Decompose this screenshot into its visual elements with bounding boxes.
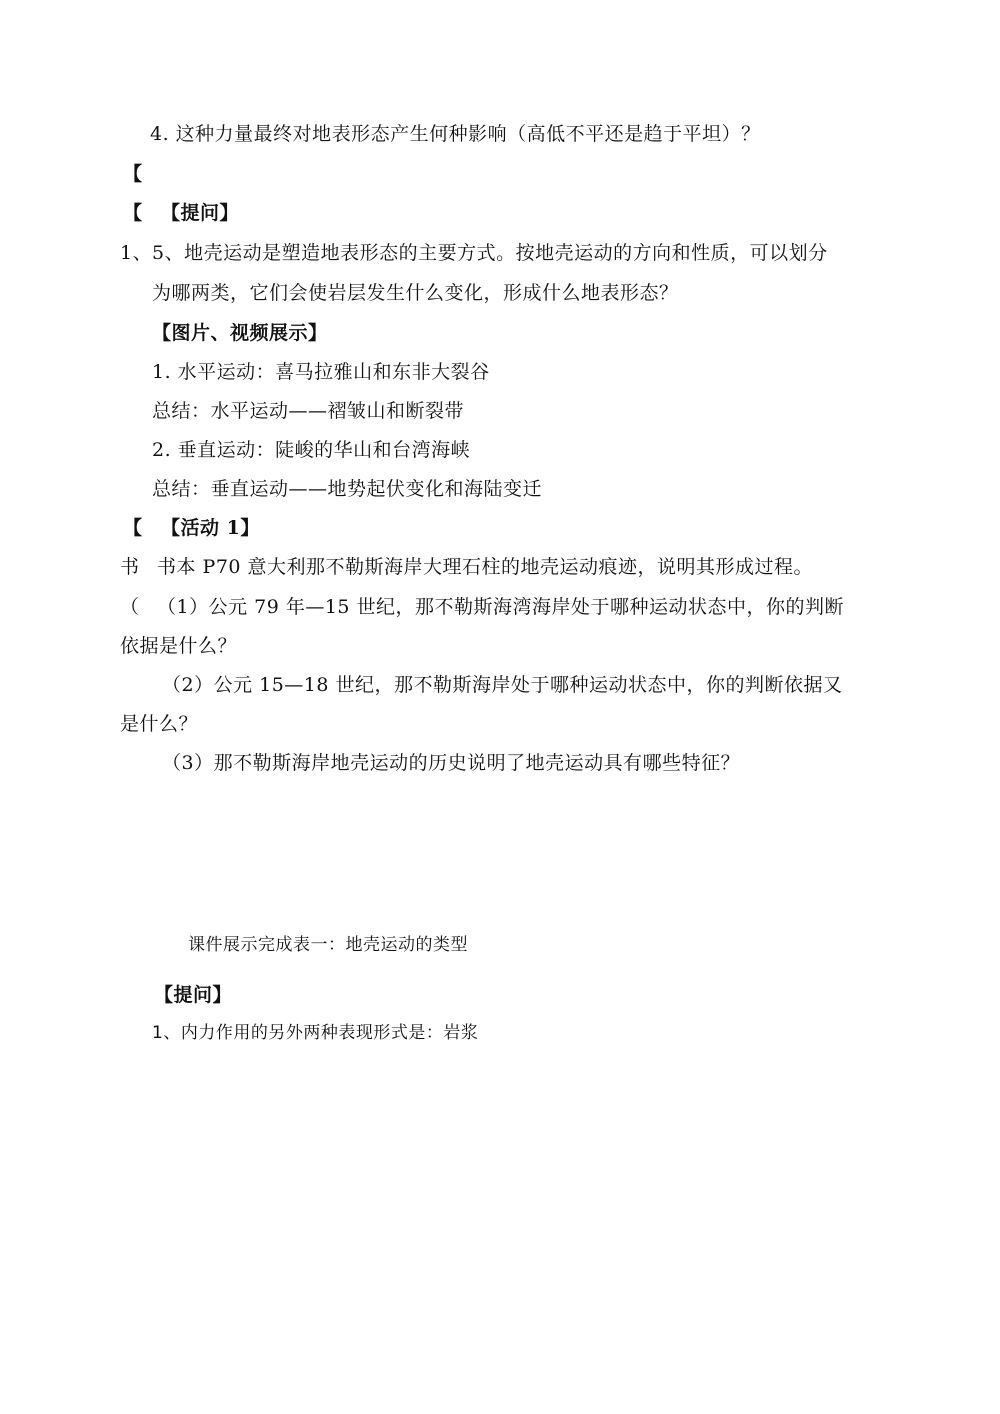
book-prefix: 书	[120, 556, 140, 578]
sub-question-2-line-1: （2）公元 15—18 世纪，那不勒斯海岸处于哪种运动状态中，你的判断依据又	[162, 674, 843, 696]
sub-question-3: （3）那不勒斯海岸地壳运动的历史说明了地壳运动具有哪些特征？	[162, 752, 741, 774]
sub-question-1-prefix: （	[120, 596, 140, 618]
q5-line-2: 为哪两类，它们会使岩层发生什么变化，形成什么地表形态？	[152, 282, 679, 304]
vertical-movement: 2. 垂直运动：陡峻的华山和台湾海峡	[152, 439, 471, 461]
ask-heading-prefix: 【	[123, 202, 143, 224]
sub-question-2-line-2: 是什么？	[120, 713, 199, 735]
book-reference: 书本 P70 意大利那不勒斯海岸大理石柱的地壳运动痕迹，说明其形成过程。	[157, 556, 814, 578]
horizontal-summary: 总结：水平运动——褶皱山和断裂带	[152, 400, 465, 422]
q5-prefix: 1、	[120, 242, 153, 264]
q5-line-1: 5、地壳运动是塑造地表形态的主要方式。按地壳运动的方向和性质，可以划分	[152, 242, 828, 264]
inner-force-question: 1、内力作用的另外两种表现形式是：岩浆	[152, 1023, 479, 1043]
media-heading: 【图片、视频展示】	[152, 322, 328, 344]
activity-heading: 【活动 1】	[161, 517, 260, 539]
courseware-note: 课件展示完成表一：地壳运动的类型	[188, 935, 468, 955]
q4-line: 4. 这种力量最终对地表形态产生何种影响（高低不平还是趋于平坦）？	[150, 123, 761, 145]
sub-question-1-line-1: （1）公元 79 年—15 世纪，那不勒斯海湾海岸处于哪种运动状态中，你的判断	[157, 596, 845, 618]
horizontal-movement: 1. 水平运动：喜马拉雅山和东非大裂谷	[152, 361, 490, 383]
ask-heading: 【提问】	[161, 202, 240, 224]
stray-bracket: 【	[123, 163, 143, 185]
vertical-summary: 总结：垂直运动——地势起伏变化和海陆变迁	[152, 478, 543, 500]
sub-question-1-line-2: 依据是什么？	[120, 635, 238, 657]
ask-heading-2: 【提问】	[154, 984, 233, 1006]
activity-heading-prefix: 【	[123, 517, 143, 539]
